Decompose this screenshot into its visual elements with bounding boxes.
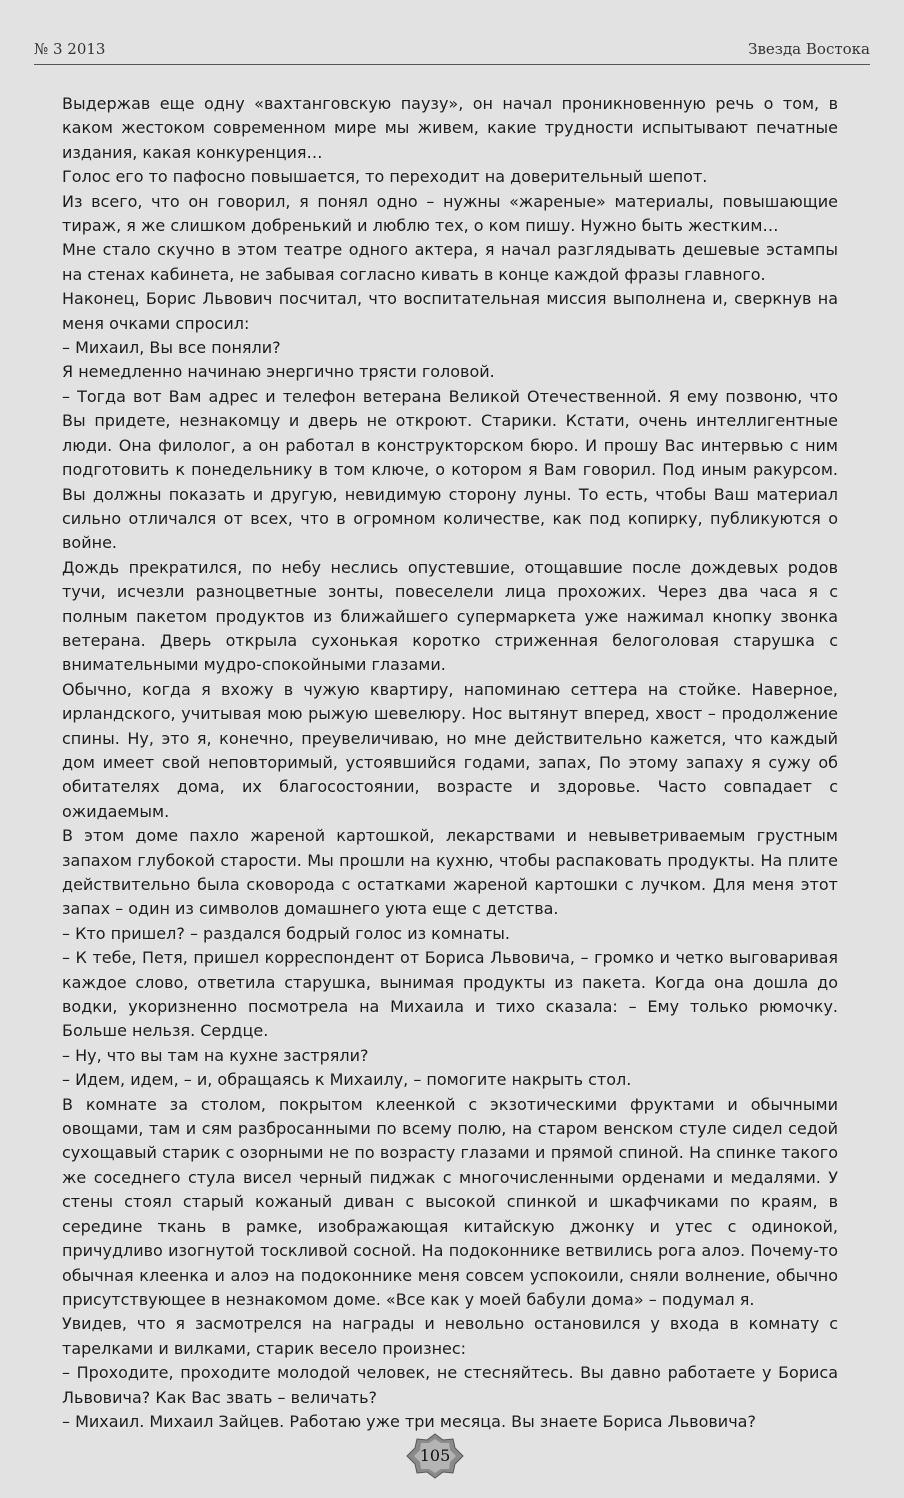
paragraph: В комнате за столом, покрытом клеенкой с экзотическими фруктами и обычными овощами, там и сям разбросанными по всему полю, на старом венском стуле сидел седой сухощавый старик с озорными не по возрасту глазами и прямой спиной. На спинке такого же соседнего стула висел черный пиджак с многочисленными орденами и медалями. У стены стоял старый кожаный диван с высокой спинкой и шкафчиками по краям, в середине ткань в рамке, изображающая китайскую джонку и утес с одинокой, причудливо изогнутой тоскливой сосной. На подоконнике ветвились рога алоэ. Почему-то обычная клеенка и алоэ на подоконнике меня совсем успокоили, сняли волнение, обычно присутствующее в незнакомом доме. «Все как у моей бабули дома» – подумал я. [62,1094,838,1309]
paragraph: В этом доме пахло жареной картошкой, лекарствами и невыветриваемым грустным запахом глубокой старости. Мы прошли на кухню, чтобы распаковать продукты. На плите действительно была сковорода с остатками жареной картошки с лучком. Для меня этот запах – один из символов домашнего уюта еще с детства. [62,826,838,919]
page-number-badge [405,1433,465,1479]
paragraph: – Идем, идем, – и, обращаясь к Михаилу, – помогите накрыть стол. [62,1070,632,1090]
page-number: 105 [419,1446,451,1465]
paragraph: Из всего, что он говорил, я понял одно – нужны «жареные» материалы, повышающие тираж, я же слишком добренький и люблю тех, о ком пишу. Нужно быть жестким… [62,191,838,236]
paragraph: – Михаил. Михаил Зайцев. Работаю уже три месяца. Вы знаете Бориса Львовича? [62,1411,756,1431]
paragraph: Дождь прекратился, по небу неслись опустевшие, отощавшие после дождевых родов тучи, исчезли разноцветные зонты, повеселели лица прохожих. Через два часа я с полным пакетом продуктов из ближайшего супермаркета уже нажимал кнопку звонка ветерана. Дверь открыла сухонькая коротко стриженная белоголовая старушка с внимательными мудро-спокойными глазами. [62,557,838,675]
running-header [34,38,870,65]
paragraph: Наконец, Борис Львович посчитал, что воспитательная миссия выполнена и, сверкнув на меня очками спросил: [62,289,838,333]
paragraph: Выдержав еще одну «вахтанговскую паузу», он начал проникновенную речь о том, в каком жестоком современном мире мы живем, какие трудности испытывают печатные издания, какая конкуренция… [62,94,838,162]
paragraph: Обычно, когда я вхожу в чужую квартиру, напоминаю сеттера на стойке. Наверное, ирландского, учитывая мою рыжую шевелюру. Нос вытянут вперед, хвост – продолжение спины. Ну, это я, конечно, преувеличиваю, но мне действительно кажется, что каждый дом имеет свой неповторимый, устоявшийся годами, запах, По этому запаху я сужу об обитателях дома, их благосостоянии, возрасте и здоровье. Часто совпадает с ожидаемым. [62,679,838,821]
paragraph: Увидев, что я засмотрелся на награды и невольно остановился у входа в комнату с тарелками и вилками, старик весело произнес: [62,1314,838,1358]
article-body [62,92,838,1434]
journal-title: Звезда Востока [748,40,870,58]
paragraph: – Михаил, Вы все поняли? [62,338,281,358]
paragraph: – К тебе, Петя, пришел корреспондент от Бориса Львовича, – громко и четко выговаривая каждое слово, ответила старушка, вынимая продукты из пакета. Когда она дошла до водки, укоризненно посмотрела на Михаила и тихо сказала: – Ему только рюмочку. Больше нельзя. Сердце. [62,948,838,1041]
paragraph: Мне стало скучно в этом театре одного актера, я начал разглядывать дешевые эстампы на стенах кабинета, не забывая согласно кивать в конце каждой фразы главного. [62,240,838,284]
paragraph: – Проходите, проходите молодой человек, не стесняйтесь. Вы давно работаете у Бориса Львовича? Как Вас звать – величать? [62,1363,838,1407]
paragraph: Голос его то пафосно повышается, то переходит на доверительный шепот. [62,167,708,187]
issue-number: № 3 2013 [34,40,106,58]
paragraph: Я немедленно начинаю энергично трясти головой. [62,362,495,382]
paragraph: – Кто пришел? – раздался бодрый голос из комнаты. [62,923,511,943]
paragraph: – Тогда вот Вам адрес и телефон ветерана Великой Отечественной. Я ему позвоню, что Вы придете, незнакомцу и дверь не откроют. Старики. Кстати, очень интеллигентные люди. Она филолог, а он работал в конструкторском бюро. И прошу Вас интервью с ним подготовить к понедельнику в том ключе, о котором я Вам говорил. Под иным ракурсом. Вы должны показать и другую, невидимую сторону луны. То есть, чтобы Ваш материал сильно отличался от всех, что в огромном количестве, как под копирку, публикуются о войне. [62,386,838,553]
paragraph: – Ну, что вы там на кухне застряли? [62,1045,369,1065]
